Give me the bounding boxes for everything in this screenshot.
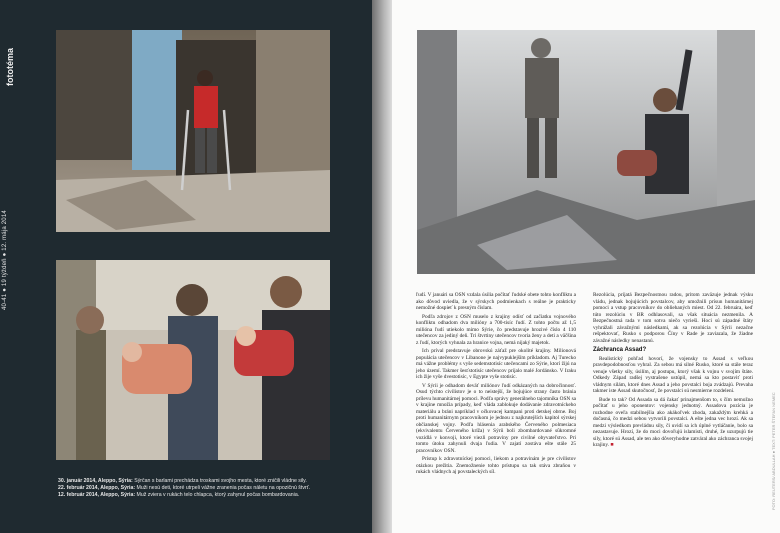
page-gutter	[372, 0, 392, 533]
paragraph: V Sýrii je odhadom deväť miliónov ľudí odkázaných na dobročinnosť. Osud týchto civilistov je o to neistejší, že bojujúce strany často bránia prílevu humanitárnej pomoci. Podľa správy generálneho tajomníka OSN sa v krajine množia prípady, keď vláda zablokuje dodávanie zdravotníckeho materiálu a bráni napríklad v očkovacej kampani proti detskej obrne. Boj proti humanitárnym pracovníkom je jednou z najkrutejších kapitol sýrskej občianskej vojny. Podľa hlásenia arabského Červeného polmesiaca (ekvivalentu Červeného kríža) v Sýrii boli zbombardované sûkromné vozidlá v konvoji, ktoré viezli potraviny pre civilné obyvateľstvo. Pri tomto útoku zahynuli dvaja ľudia. V zajatí zostáva ešte stále 25 pracovníkov OSN.	[416, 382, 576, 454]
paragraph: ľudí. V januári sa OSN vzdala úsilia počítať ľudské obete tohto konfliktu a ako dôvod uviedla, že v sýrskych podmienkach s reálne je prakticky nemožné dospieť k presným číslam.	[416, 292, 576, 311]
caption-line: 12. február 2014, Aleppo, Sýria: Muž zviera v rukách telo chlapca, ktorý zahynul počas bombardovania.	[58, 492, 300, 498]
article-column-2	[593, 292, 753, 451]
photo-man-with-crutches	[56, 30, 330, 232]
paragraph: Ich príval predstavuje obrovskú záťaž pre okolité krajiny. Milionová populácia utečencov v Libanone je najvypuklejším príkladom. Aj Turecko má vážne problémy s vyše sedemstotisíc utečencami zo Sýrie, ktorí žijú na jeho území. Takmer šesťstotisíc utečencov prijalo malé Jordánsko. V Iraku ich žije vyše dvestotisíc, v Egypte vyše stotisíc.	[416, 348, 576, 380]
article-column-1	[416, 292, 576, 478]
paragraph: Rezolúcia, prijatá Bezpečnostnou radou, pritom zaväzuje jednak výsku vládu, jednak bojujúcich povstalcov, aby umožnili prísun humanitárnej pomoci a vstup pracovníkov do obliehaných miest. Od 22. februára, keď túto rezolúciu v BR odhlasovali, sa však situácia nezmenila. A Bezpečnostná rada v tom sotva niečo vyrieši. Hoci sú západné štáty vyhrážali závažnými následkami, ak sa rezolúcia v Sýrii nezačne rešpektovať, Rusko s podporou Číny v Rade je zaviazala, že žiadne závažné následky nenastanú.	[593, 292, 753, 344]
paragraph: Podľa zdrojov z OSN muselo z krajiny odísť od začiatku vojnového konfliktu odhadom dva milióny a 700-tisíc ľudí. Z tohto počtu až 1,5 milióna ľudí utiekolo mimo Sýrie, čo predstavuje hrozivé číslo 4 110 utečencov za jediný deň. Tri štvrtiny utečencov tvoria ženy a deti a väčšina z ľudí, ktorých vyhnala za hranice vojna, nemá nijaký majetok.	[416, 313, 576, 346]
photo-men-carrying-children	[56, 260, 330, 460]
photo-captions	[58, 478, 336, 499]
paragraph: Realistický pohľad hovorí, že vojensky to Assad s veľkou pravdepodobnosťou vyhral. Za sebou má silné Rusko, ktoré sa stále teraz venuje všetky sily, úsilím, aj postupu, ktorý však k vojnu v svojím štáte. Odkedy Západ radšej vystrašene ustúpil, nemá sa kto postaviť proti vládnym silám, ktoré dnes Assad a jeho povstalci boja zvádzajú. Prevaha takmer iste Assad skutočnosť, že povstalci sú nesmierne rozdelení.	[593, 355, 753, 394]
folio: 40-41 ● 19 týždeň ● 12. mája 2014	[2, 210, 8, 310]
caption-line: 22. február 2014, Aleppo, Sýria: Muži nesú deti, ktoré utrpeli vážne zranenia počas náletu na opozičnú štvrť.	[58, 485, 311, 491]
paragraph: Bude to tak? Od Assada sa dá čakať prinajmenšom to, s čím nemožno počítať u jeho oponentov: vojensky jednotný. Assadova pozícia je rozhodne oveľa stabilnejšia ako akákoľvek zhoda, zakaždým krehká a dočasná, čo medzi sebou vytvorili povstalci. A ešte jedna vec hrozí. Ak sa medzi výsledkom prevládnu sily, či uvidí sa ich úplné vytláčanie, bolo sa nezastavuje. Hrozí, že do moci dovoľujú islamisti, druhé, že uzurpujú tie sily, ktoré sú Assad, ale ten ako dôveryhodne zatváral ako záchranca svojej krajiny. ■	[593, 396, 753, 448]
left-page	[0, 0, 372, 533]
photo-credit: FOTO: REUTERS/ ABDULLAH ● TEXT: PETER ŠTEFAN NEMEC	[771, 392, 776, 510]
subheading: Záchranca Assad?	[593, 347, 647, 353]
end-mark: ■	[610, 442, 614, 448]
caption-line: 30. január 2014, Aleppo, Sýria: Sýrčan s barlami prechádza troskami svojho mesta, ktoré zničili vládne sily.	[58, 478, 307, 484]
paragraph: Prístup k zdravotníckej pomoci, liekom a potravinám je pre civilistov otázkou prežitia. Znemožnenie tohto prístupu sa tak stáva zbraňou v rukách vládnych aj povstaleckých síl.	[416, 456, 576, 475]
photo-men-in-dust	[417, 30, 755, 274]
section-tag: fototéma	[5, 48, 15, 86]
